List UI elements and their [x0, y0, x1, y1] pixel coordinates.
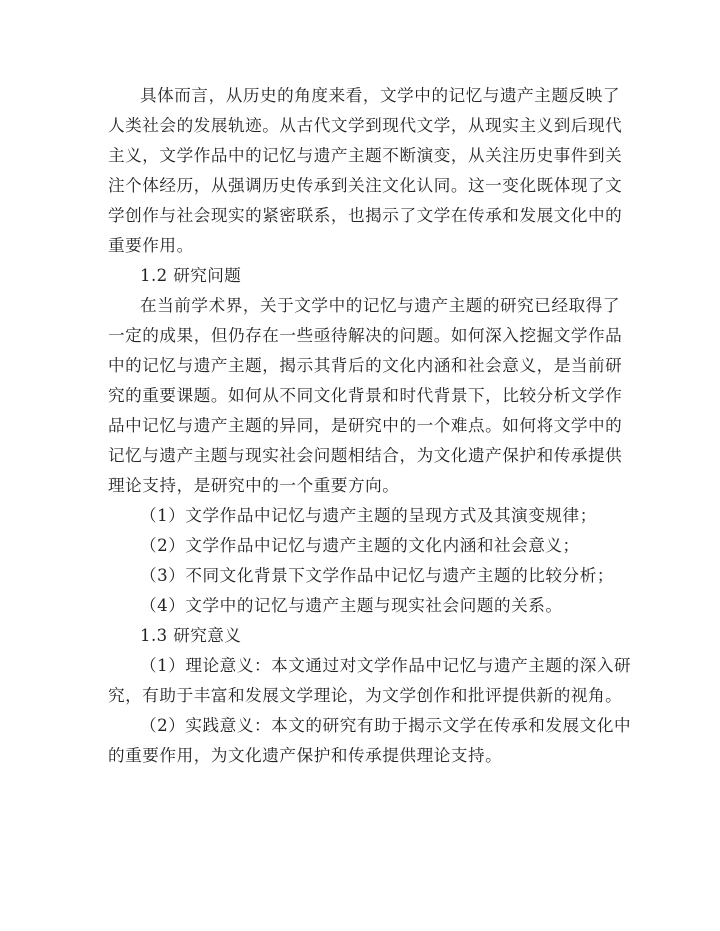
- theoretical-significance-paragraph: [108, 651, 632, 711]
- paragraph-line: （2）实践意义：本文的研究有助于揭示文学在传承和发展文化中: [140, 716, 632, 735]
- paragraph-line: 人类社会的发展轨迹。从古代文学到现代文学，从现实主义到后现代: [108, 116, 623, 135]
- paragraph-line: 品中记忆与遗产主题的异同，是研究中的一个难点。如何将文学中的: [108, 416, 623, 435]
- list-item: （1）文学作品中记忆与遗产主题的呈现方式及其演变规律；: [140, 506, 597, 525]
- paragraph-line: 注个体经历，从强调历史传承到关注文化认同。这一变化既体现了文: [108, 176, 623, 195]
- paragraph-line: 中的记忆与遗产主题，揭示其背后的文化内涵和社会意义，是当前研: [108, 356, 623, 375]
- paragraph-line: 重要作用。: [108, 236, 194, 255]
- paragraph-line: 的重要作用，为文化遗产保护和传承提供理论支持。: [108, 746, 503, 765]
- paragraph-line: （1）理论意义：本文通过对文学作品中记忆与遗产主题的深入研: [140, 656, 632, 675]
- section-heading-1-2: 1.2 研究问题: [140, 266, 242, 285]
- paragraph-line: 具体而言，从历史的角度来看，文学中的记忆与遗产主题反映了: [140, 86, 621, 105]
- paragraph-line: 理论支持，是研究中的一个重要方向。: [108, 476, 400, 495]
- intro-paragraph: [108, 81, 623, 261]
- paragraph-line: 究，有助于丰富和发展文学理论，为文学创作和批评提供新的视角。: [108, 686, 623, 705]
- list-item: （2）文学作品中记忆与遗产主题的文化内涵和社会意义；: [140, 536, 580, 555]
- section-1-2-paragraph: [108, 291, 623, 501]
- document-page: [108, 81, 632, 771]
- paragraph-line: 学创作与社会现实的紧密联系，也揭示了文学在传承和发展文化中的: [108, 206, 623, 225]
- paragraph-line: 究的重要课题。如何从不同文化背景和时代背景下，比较分析文学作: [108, 386, 623, 405]
- paragraph-line: 在当前学术界，关于文学中的记忆与遗产主题的研究已经取得了: [140, 296, 621, 315]
- practical-significance-paragraph: [108, 711, 632, 771]
- section-heading-1-3: 1.3 研究意义: [140, 626, 242, 645]
- list-item: （3）不同文化背景下文学作品中记忆与遗产主题的比较分析；: [140, 566, 614, 585]
- research-question-list: [108, 501, 618, 621]
- paragraph-line: 记忆与遗产主题与现实社会问题相结合，为文化遗产保护和传承提供: [108, 446, 623, 465]
- paragraph-line: 一定的成果，但仍存在一些亟待解决的问题。如何深入挖掘文学作品: [108, 326, 623, 345]
- list-item: （4）文学中的记忆与遗产主题与现实社会问题的关系。: [140, 596, 563, 615]
- paragraph-line: 主义，文学作品中的记忆与遗产主题不断演变，从关注历史事件到关: [108, 146, 623, 165]
